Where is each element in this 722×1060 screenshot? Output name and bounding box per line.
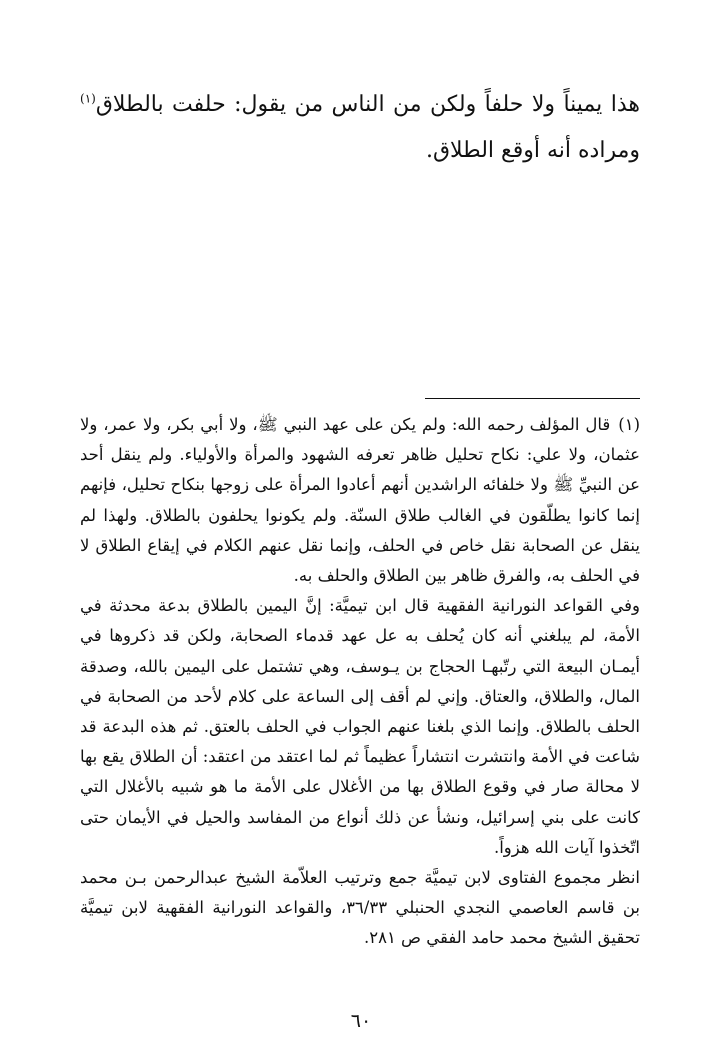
footnote-separator-line (425, 398, 640, 399)
footnotes-section (80, 410, 640, 954)
footnote-paragraph-3: انظر مجموع الفتاوى لابن تيميَّة جمع وترتيب العلاّمة الشيخ عبدالرحمن بـن محمد بن قاسم العاصمي النجدي الحنبلي ٣٦/٣٣، والقواعد النورانية الفقهية لابن تيميَّة تحقيق الشيخ محمد حامد الفقي ص ٢٨١. (80, 868, 640, 948)
main-text-after-ref: ومراده أنه أوقع الطلاق. (425, 138, 640, 163)
footnote-paragraph-2: وفي القواعد النورانية الفقهية قال ابن تيميَّة: إنَّ اليمين بالطلاق بدعة محدثة في الأمة، لم يبلغني أنه كان يُحلف به عل عهد قدماء الصحابة، ولكن قد ذكروها في أيمـان البيعة التي رتّبهـا الحجاج بن يـوسف، وهي تشتمل على اليمين بالله، وصدقة المال، والطلاق، والعتاق. وإني لم أقف إلى الساعة على كلام لأحد من الصحابة في الحلف بالطلاق. وإنما الذي بلغنا عنهم الجواب في الحلف بالعتق. ثم هذه البدعة قد شاعت في الأمة وانتشرت انتشاراً عظيماً ثم لما اعتقد من اعتقد: أن الطلاق يقع بها لا محالة صار في وقوع الطلاق بها من الأغلال على الأمة ما هو شبيه بالأغلال التي كانت على بني إسرائيل، ونشأ عن ذلك أنواع من المفاسد والحيل في الأيمان حتى اتّخذوا آيات الله هزواً. (80, 596, 640, 857)
footnote-1 (80, 410, 640, 954)
footnote-number: (١) (618, 415, 640, 434)
footnote-paragraph-1 (80, 410, 640, 591)
page-number: ٦٠ (350, 1010, 372, 1032)
footnote-paragraph-1-text: قال المؤلف رحمه الله: ولم يكن على عهد النبي ﷺ، ولا أبي بكر، ولا عمر، ولا عثمان، ولا علي: نكاح تحليل ظاهر تعرفه الشهود والمرأة والأولياء. ولم ينقل أحد عن النبيِّ ﷺ ولا خلفائه الراشدين أنهم أعادوا المرأة على زوجها بنكاح تحليل، فإنهم إنما كانوا يطلّقون في الغالب طلاق السنّة. ولم يكونوا يحلفون بالطلاق. ولهذا لم ينقل عن الصحابة نقل خاص في الحلف، وإنما نقل عنهم الكلام في إيقاع الطلاق لا في الحلف به، والفرق ظاهر بين الطلاق والحلف به. (80, 415, 640, 586)
main-text-before-ref: هذا يميناً ولا حلفاً ولكن من الناس من يقول: حلفت بالطلاق (95, 92, 640, 117)
footnote-reference-marker: (١) (80, 91, 96, 106)
main-paragraph (80, 82, 640, 174)
main-body-text (80, 82, 640, 174)
